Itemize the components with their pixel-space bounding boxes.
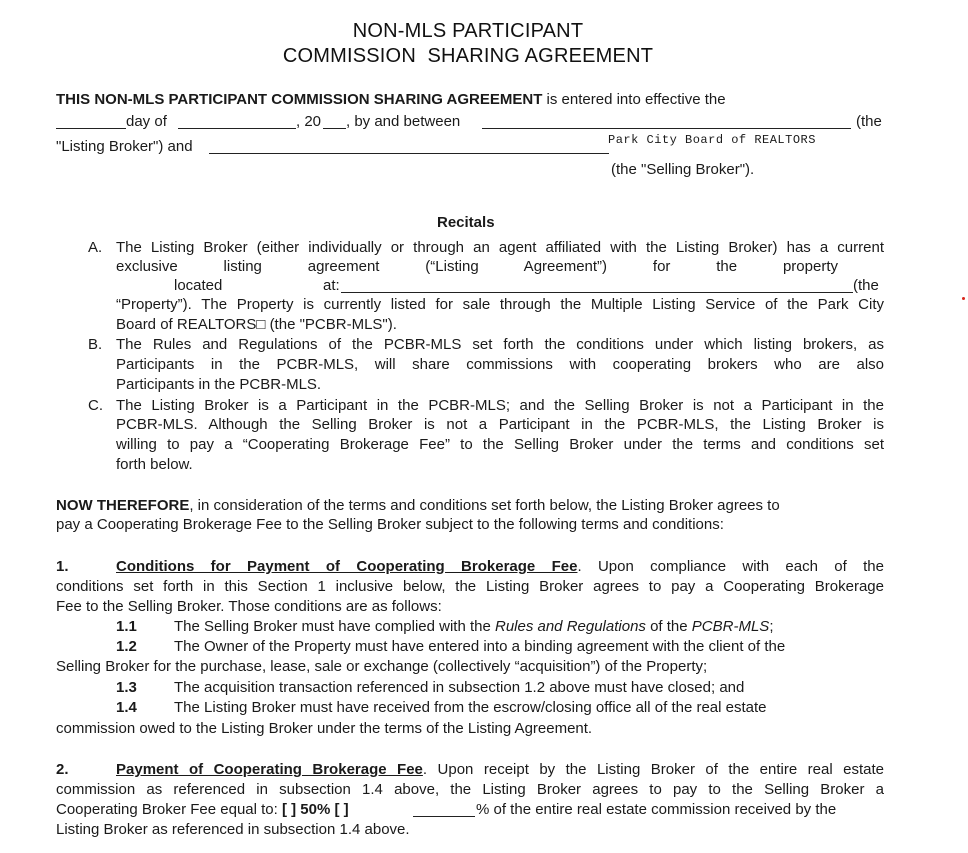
intro-lead-bold: THIS NON-MLS PARTICIPANT COMMISSION SHARING AGREEMENT: [56, 91, 543, 108]
red-mark: [962, 297, 965, 300]
day-of-label: day of: [126, 113, 167, 130]
now-therefore-bold: NOW THEREFORE: [56, 497, 190, 514]
recital-b-line-3: Participants in the PCBR-MLS.: [116, 376, 322, 393]
item-1-4-number: 1.4: [116, 699, 137, 716]
section-1-number: 1.: [56, 558, 69, 575]
item-1-1-text-b: of the: [645, 618, 692, 635]
section-1-line-2: conditions set forth in this Section 1 inclusive below, the Listing Broker agrees to pay a Cooperating Brokerage: [56, 578, 884, 595]
month-blank[interactable]: [178, 128, 296, 129]
recital-a-the: (the: [853, 277, 879, 294]
property-address-blank[interactable]: [341, 292, 853, 293]
section-2-line-3-b: % of the entire real estate commission received by the: [476, 801, 837, 818]
item-1-1-text-a: The Selling Broker must have complied with the: [174, 618, 495, 635]
recital-b-line-2: Participants in the PCBR-MLS, will share commissions with cooperating brokers who are also: [116, 356, 884, 373]
item-1-3-text: The acquisition transaction referenced in subsection 1.2 above must have closed; and: [174, 679, 745, 696]
intro-lead-rest: is entered into effective the: [542, 91, 726, 108]
year-blank[interactable]: [323, 128, 346, 129]
recital-a-at: at:: [323, 277, 340, 294]
recitals-heading: Recitals: [437, 214, 495, 231]
the-label: (the: [856, 113, 882, 130]
board-name: Park City Board of REALTORS: [608, 133, 816, 147]
recital-b-marker: B.: [88, 336, 103, 353]
item-1-3-number: 1.3: [116, 679, 137, 696]
recital-c-line-3: willing to pay a “Cooperating Brokerage Fee” to the Selling Broker under the terms and conditions set: [116, 436, 884, 453]
item-1-2-number: 1.2: [116, 638, 137, 655]
year-prefix-label: , 20: [296, 113, 322, 130]
section-2-line-3-a: Cooperating Broker Fee equal to:: [56, 801, 282, 818]
day-blank[interactable]: [56, 128, 126, 129]
section-1-line-1: [116, 558, 884, 575]
section-1-line-1-rest: . Upon compliance with each of the: [577, 558, 884, 575]
section-2-line-3: [56, 801, 349, 818]
section-1-line-3: Fee to the Selling Broker. Those conditions are as follows:: [56, 598, 442, 615]
recital-c-line-1: The Listing Broker is a Participant in the PCBR-MLS; and the Selling Broker is not a Participant in the: [116, 397, 884, 414]
listing-broker-and-label: "Listing Broker") and: [56, 138, 193, 155]
item-1-4-text: The Listing Broker must have received from the escrow/closing office all of the real estate: [174, 699, 767, 716]
item-1-2-text: The Owner of the Property must have entered into a binding agreement with the client of the: [174, 638, 786, 655]
recital-a-line-5: Board of REALTORS□ (the "PCBR-MLS").: [116, 316, 397, 333]
selling-broker-blank[interactable]: [209, 153, 609, 154]
fee-options[interactable]: [ ] 50% [ ]: [281, 801, 349, 818]
selling-broker-label: (the "Selling Broker").: [611, 161, 755, 178]
title-line-1: NON-MLS PARTICIPANT: [352, 20, 584, 42]
intro-line-1: [56, 91, 726, 108]
section-2-line-2: commission as referenced in subsection 1.4 above, the Listing Broker agrees to pay to the Selling Broker a: [56, 781, 884, 798]
item-1-1-text-i2: PCBR-MLS: [691, 618, 770, 635]
section-2-number: 2.: [56, 761, 69, 778]
recital-a-line-2: exclusive listing agreement (“Listing Agreement”) for the property: [116, 258, 838, 275]
now-therefore-line-2: pay a Cooperating Brokerage Fee to the Selling Broker subject to the following terms and conditions:: [56, 516, 724, 533]
item-1-1-number: 1.1: [116, 618, 137, 635]
item-1-2-cont: Selling Broker for the purchase, lease, sale or exchange (collectively “acquisition”) of the Property;: [56, 658, 708, 675]
by-and-between-label: , by and between: [346, 113, 461, 130]
section-1-heading: Conditions for Payment of Cooperating Brokerage Fee: [116, 558, 578, 575]
section-2-line-1-rest: . Upon receipt by the Listing Broker of the entire real estate: [422, 761, 884, 778]
listing-broker-blank[interactable]: [482, 128, 851, 129]
recital-c-marker: C.: [88, 397, 103, 414]
recital-c-line-2: PCBR-MLS. Although the Selling Broker is not a Participant in the PCBR-MLS, the Listing Broker is: [116, 416, 884, 433]
title-line-2: COMMISSION SHARING AGREEMENT: [282, 45, 654, 67]
item-1-1-text-c: ;: [769, 618, 774, 635]
recital-a-line-4: “Property”). The Property is currently listed for sale through the Multiple Listing Service of the Park City: [116, 296, 884, 313]
section-2-line-4: Listing Broker as referenced in subsection 1.4 above.: [56, 821, 410, 838]
recital-a-marker: A.: [88, 239, 103, 256]
now-therefore-line-1: [56, 497, 780, 514]
fee-percent-blank[interactable]: [413, 816, 475, 817]
item-1-4-cont: commission owed to the Listing Broker under the terms of the Listing Agreement.: [56, 720, 593, 737]
recital-a-located: located: [174, 277, 223, 294]
item-1-1-text: [174, 618, 773, 635]
recital-c-line-4: forth below.: [116, 456, 193, 473]
now-therefore-rest: , in consideration of the terms and conditions set forth below, the Listing Broker agrees to: [189, 497, 780, 514]
recital-b-line-1: The Rules and Regulations of the PCBR-MLS set forth the conditions under which listing brokers, as: [116, 336, 884, 353]
section-2-line-1: [116, 761, 884, 778]
item-1-1-text-i: Rules and Regulations: [494, 618, 646, 635]
section-2-heading: Payment of Cooperating Brokerage Fee: [116, 761, 423, 778]
recital-a-line-1: The Listing Broker (either individually or through an agent affiliated with the Listing Broker) has a current: [116, 239, 884, 256]
